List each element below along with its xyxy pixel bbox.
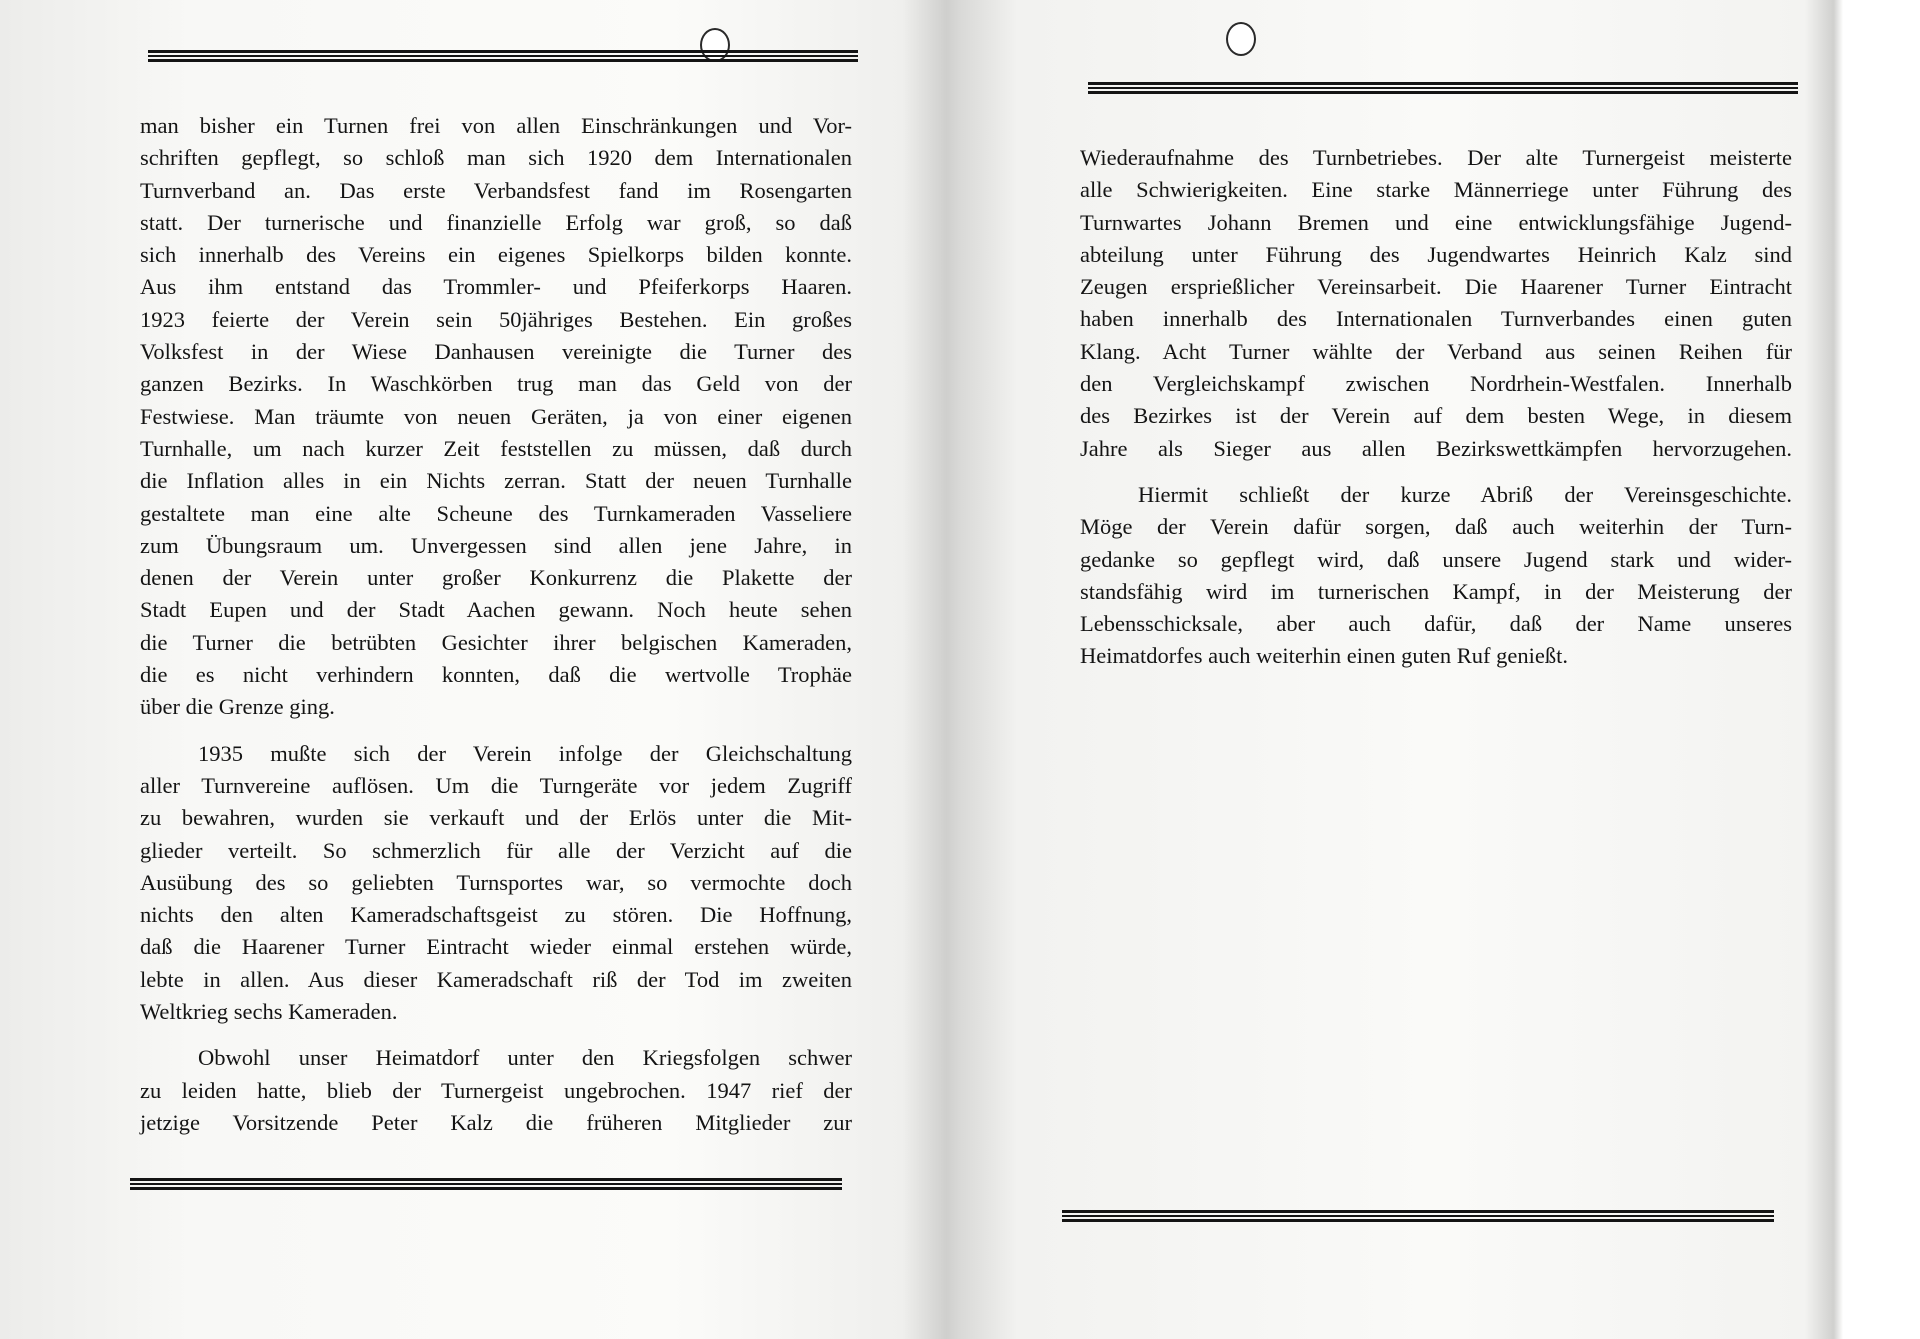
paragraph	[1080, 479, 1792, 673]
text-line: die Inflation alles in ein Nichts zerran. Statt der neuen Turnhalle	[140, 468, 852, 494]
text-line: Turnhalle, um nach kurzer Zeit feststellen zu müssen, daß durch	[140, 435, 852, 461]
text-line: Stadt Eupen und der Stadt Aachen gewann. Noch heute sehen	[140, 597, 852, 623]
text-line: zu leiden hatte, blieb der Turnergeist ungebrochen. 1947 rief der	[140, 1077, 852, 1103]
text-line: nichts den alten Kameradschaftsgeist zu stören. Die Hoffnung,	[140, 902, 852, 928]
text-line: Heimatdorfes auch weiterhin einen guten Ruf genießt.	[1080, 643, 1568, 669]
text-line: Hiermit schließt der kurze Abriß der Vereinsgeschichte.	[1138, 481, 1792, 507]
text-line: haben innerhalb des Internationalen Turnverbandes einen guten	[1080, 306, 1792, 332]
text-line: des Bezirkes ist der Verein auf dem besten Wege, in diesem	[1080, 403, 1792, 429]
text-line: Klang. Acht Turner wählte der Verband aus seinen Reihen für	[1080, 338, 1792, 364]
text-line: Turnverband an. Das erste Verbandsfest fand im Rosengarten	[140, 177, 852, 203]
top-rule	[1088, 82, 1798, 94]
text-line: zum Übungsraum um. Unvergessen sind allen jene Jahre, in	[140, 532, 852, 558]
text-line: 1935 mußte sich der Verein infolge der Gleichschaltung	[198, 740, 852, 766]
punch-hole	[1226, 22, 1256, 56]
text-line: schriften gepflegt, so schloß man sich 1920 dem Internationalen	[140, 145, 852, 171]
paragraph	[140, 738, 852, 1029]
text-line: lebte in allen. Aus dieser Kameradschaft riß der Tod im zweiten	[140, 966, 852, 992]
top-rule	[148, 50, 858, 62]
text-line: Möge der Verein dafür sorgen, daß auch weiterhin der Turn-	[1080, 514, 1792, 540]
text-line: gedanke so gepflegt wird, daß unsere Jugend stark und wider-	[1080, 546, 1792, 572]
text-line: ganzen Bezirks. In Waschkörben trug man das Geld von der	[140, 371, 852, 397]
paragraph	[1080, 142, 1792, 465]
text-line: jetzige Vorsitzende Peter Kalz die früheren Mitglieder zur	[140, 1109, 852, 1135]
text-line: Wiederaufnahme des Turnbetriebes. Der alte Turnergeist meisterte	[1080, 145, 1792, 170]
text-line: Volksfest in der Wiese Danhausen vereinigte die Turner des	[140, 339, 852, 365]
text-line: alle Schwierigkeiten. Eine starke Männerriege unter Führung des	[1080, 177, 1792, 203]
text-line: statt. Der turnerische und finanzielle Erfolg war groß, so daß	[140, 209, 852, 235]
text-line: Aus ihm entstand das Trommler- und Pfeiferkorps Haaren.	[140, 274, 852, 300]
bottom-rule	[1062, 1210, 1774, 1222]
text-line: glieder verteilt. So schmerzlich für alle der Verzicht auf die	[140, 837, 852, 863]
text-line: standsfähig wird im turnerischen Kampf, in der Meisterung der	[1080, 578, 1792, 604]
text-line: aller Turnvereine auflösen. Um die Turngeräte vor jedem Zugriff	[140, 772, 852, 798]
paragraph	[140, 1042, 852, 1139]
text-line: den Vergleichskampf zwischen Nordrhein-Westfalen. Innerhalb	[1080, 371, 1792, 397]
paragraph	[140, 110, 852, 724]
text-line: Jahre als Sieger aus allen Bezirkswettkämpfen hervorzugehen.	[1080, 435, 1792, 461]
text-line: die es nicht verhindern konnten, daß die wertvolle Trophäe	[140, 662, 852, 688]
text-line: denen der Verein unter großer Konkurrenz die Plakette der	[140, 565, 852, 591]
text-line: Festwiese. Man träumte von neuen Geräten, ja von einer eigenen	[140, 403, 852, 429]
text-line: man bisher ein Turnen frei von allen Einschränkungen und Vor-	[140, 113, 852, 138]
text-line: sich innerhalb des Vereins ein eigenes Spielkorps bilden konnte.	[140, 242, 852, 268]
text-line: die Turner die betrübten Gesichter ihrer belgischen Kameraden,	[140, 629, 852, 655]
text-line: Weltkrieg sechs Kameraden.	[140, 999, 398, 1025]
text-line: Turnwartes Johann Bremen und eine entwicklungsfähige Jugend-	[1080, 209, 1792, 235]
text-line: 1923 feierte der Verein sein 50jähriges Bestehen. Ein großes	[140, 306, 852, 332]
text-line: abteilung unter Führung des Jugendwartes Heinrich Kalz sind	[1080, 241, 1792, 267]
text-line: daß die Haarener Turner Eintracht wieder einmal erstehen würde,	[140, 934, 852, 960]
text-line: über die Grenze ging.	[140, 694, 335, 720]
text-line: gestaltete man eine alte Scheune des Turnkameraden Vasseliere	[140, 500, 852, 526]
bottom-rule	[130, 1178, 842, 1190]
text-line: zu bewahren, wurden sie verkauft und der Erlös unter die Mit-	[140, 805, 852, 831]
text-line: Ausübung des so geliebten Turnsportes war, so vermochte doch	[140, 869, 852, 895]
right-page	[970, 0, 1920, 1339]
text-line: Lebensschicksale, aber auch dafür, daß der Name unseres	[1080, 611, 1792, 637]
right-page-text	[1080, 142, 1792, 673]
text-line: Zeugen ersprießlicher Vereinsarbeit. Die Haarener Turner Eintracht	[1080, 274, 1792, 300]
text-line: Obwohl unser Heimatdorf unter den Kriegsfolgen schwer	[198, 1045, 852, 1071]
left-page-text	[140, 110, 852, 1139]
